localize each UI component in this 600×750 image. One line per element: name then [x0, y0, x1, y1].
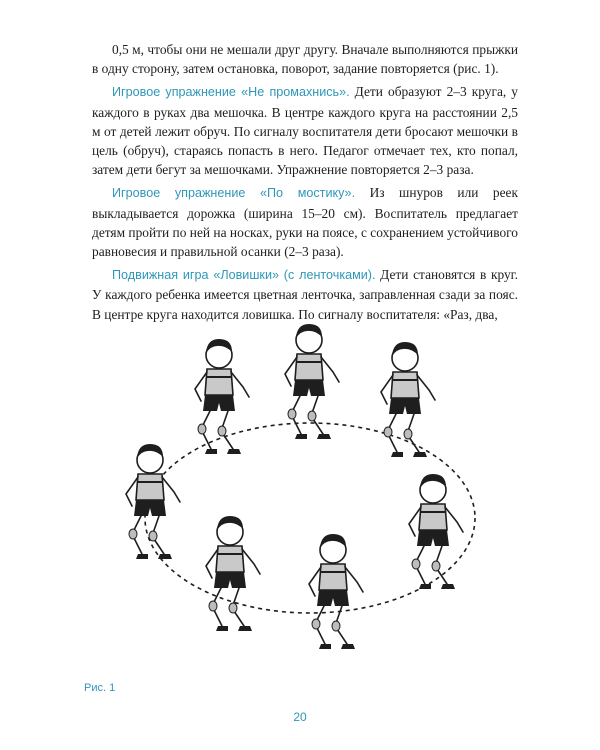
exercise-heading: Игровое упражнение «Не промахнись».: [112, 85, 350, 100]
child-figure: [409, 474, 463, 589]
child-figure: [309, 534, 363, 649]
paragraph-text: 0,5 м, чтобы они не мешали друг другу. Вначале выполняются прыжки в одну сторону, затем остановка, поворот, задание повторяется (рис. 1).: [92, 42, 518, 77]
body-text: [92, 40, 518, 328]
paragraph-ne-promakhnis: [92, 82, 518, 179]
paragraph-po-mostiku: [92, 183, 518, 261]
paragraph-text: Дети образуют 2–3 круга, у каждого в руках два мешочка. В центре каждого круга на расстоянии 2,5 м от детей лежит обруч. По сигналу воспитателя дети бросают мешочки в цель (обруч), стараясь попасть в него. Педагог отмечает тех, кто попал, затем дети бегут за мешочками. Упражнение повторяется 2–3 раза.: [92, 84, 519, 178]
figure-caption: Рис. 1: [84, 682, 116, 694]
child-figure: [126, 444, 180, 559]
child-figure: [206, 516, 260, 631]
child-figure: [285, 324, 339, 439]
paragraph-text: Из шнуров или реек выкладывается дорожка (ширина 15–20 см). Воспитатель предлагает детям пройти по ней на носках, руки на поясе, с сохранением устойчивого равновесия и правильной осанки (2–3 раза).: [92, 185, 519, 260]
paragraph-text: Дети становятся в круг. У каждого ребенка имеется цветная ленточка, заправленная сзади за пояс. В центре круга находится ловишка. По сигналу воспитателя: «Раз, два,: [92, 267, 518, 322]
child-figure: [381, 342, 435, 457]
child-figure: [195, 339, 249, 454]
exercise-heading: Игровое упражнение «По мостику».: [112, 186, 356, 201]
game-heading: Подвижная игра «Ловишки» (с ленточками).: [112, 268, 376, 283]
page-number: 20: [293, 710, 307, 724]
jumping-children-illustration: [95, 300, 525, 685]
paragraph-intro: [92, 40, 518, 78]
